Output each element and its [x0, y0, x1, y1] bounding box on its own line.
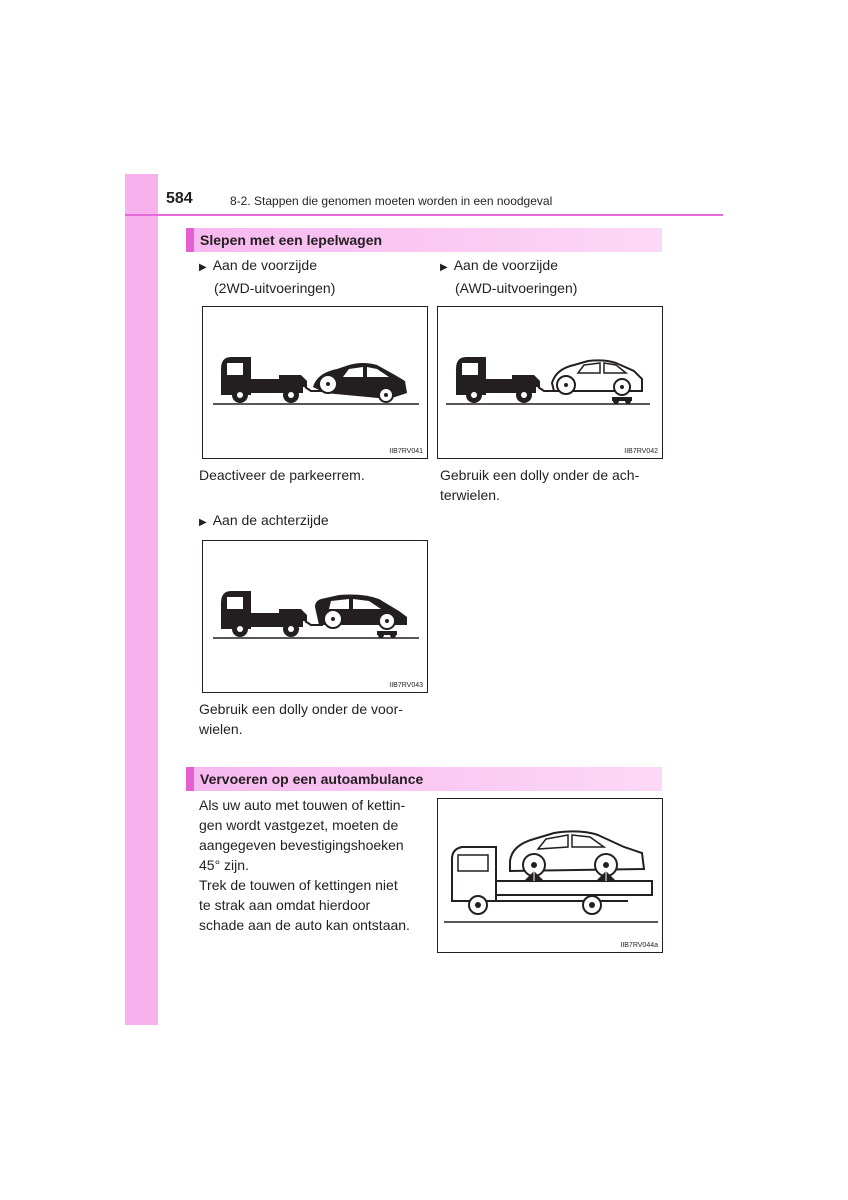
- figure-code: IIB7RV044a: [620, 942, 658, 949]
- heading-front-2wd: ▶ Aan de voorzijde (2WD-uitvoeringen): [199, 257, 336, 296]
- header-divider: [125, 214, 723, 216]
- figure-front-awd: [437, 306, 663, 459]
- paragraph-tension-warning: Trek de touwen of kettingen niet te strak aan omdat hierdoor schade aan de auto kan ontstaan.: [199, 877, 410, 933]
- figure-car-carrier: [437, 798, 663, 953]
- figure-code: IIB7RV041: [389, 448, 423, 455]
- caption-rear: Gebruik een dolly onder de voor- wielen.: [199, 701, 403, 737]
- triangle-bullet-icon: ▶: [199, 262, 207, 273]
- chapter-title: 8-2. Stappen die genomen moeten worden in een noodgeval: [230, 194, 553, 208]
- figure-code: IIB7RV042: [624, 448, 658, 455]
- triangle-bullet-icon: ▶: [199, 517, 207, 528]
- tow-truck-with-dolly-illustration: [438, 307, 664, 460]
- caption-front-2wd: Deactiveer de parkeerrem.: [199, 467, 365, 483]
- heading-rear: ▶ Aan de achterzijde: [199, 512, 329, 528]
- section-title-towing: Slepen met een lepelwagen: [186, 228, 662, 252]
- triangle-bullet-icon: ▶: [440, 262, 448, 273]
- car-carrier-illustration: [438, 799, 664, 954]
- heading-front-awd: ▶ Aan de voorzijde (AWD-uitvoeringen): [440, 257, 578, 296]
- section-title-transport: Vervoeren op een autoambulance: [186, 767, 662, 791]
- caption-front-awd: Gebruik een dolly onder de ach- terwielen.: [440, 467, 640, 503]
- side-color-strip: [125, 174, 158, 1025]
- figure-rear: [202, 540, 428, 693]
- page-number: 584: [166, 190, 193, 207]
- tow-truck-rear-illustration: [203, 541, 429, 694]
- figure-code: IIB7RV043: [389, 682, 423, 689]
- tow-truck-illustration: [203, 307, 429, 460]
- paragraph-fastening-angle: Als uw auto met touwen of kettin- gen wordt vastgezet, moeten de aangegeven bevestigingshoeken 45° zijn.: [199, 797, 406, 873]
- figure-front-2wd: [202, 306, 428, 459]
